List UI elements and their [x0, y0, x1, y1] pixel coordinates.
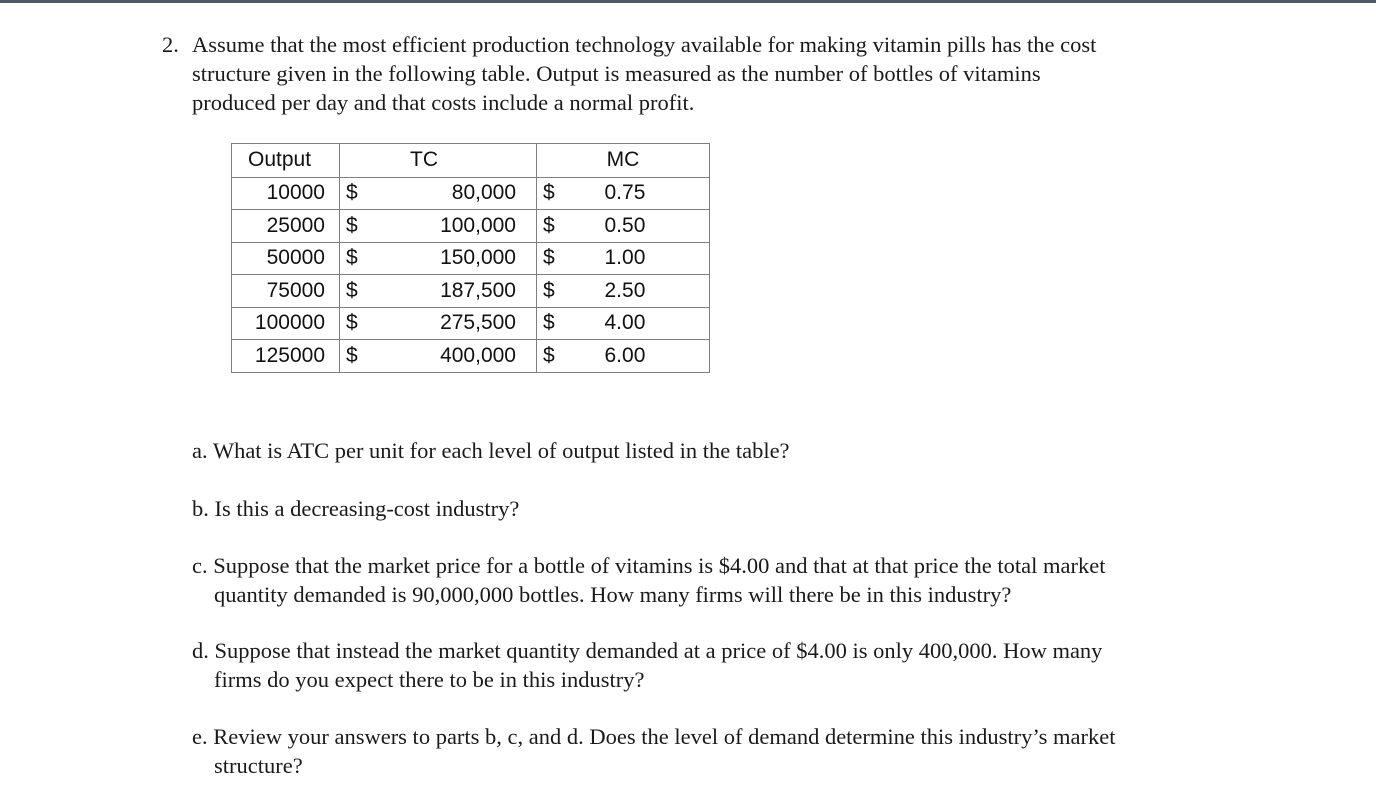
cell-output: 10000 — [232, 177, 340, 210]
cell-output: 25000 — [232, 210, 340, 243]
cell-tc-dollar: $ — [340, 340, 405, 373]
part-e-line-2: structure? — [214, 753, 303, 778]
question-intro-line-1: 2. Assume that the most efficient production technology available for making vitamin pills has the cost — [162, 32, 1097, 57]
part-a — [192, 436, 1252, 465]
cell-mc: 2.50 — [579, 275, 710, 308]
table-row — [232, 307, 710, 340]
part-b — [192, 494, 1252, 523]
part-a-line-1: a. What is ATC per unit for each level of output listed in the table? — [192, 438, 790, 463]
table-row — [232, 242, 710, 275]
question-number: 2. — [162, 32, 179, 57]
cell-tc-dollar: $ — [340, 275, 405, 308]
cell-tc-dollar: $ — [340, 242, 405, 275]
part-c-line-1: c. Suppose that the market price for a bottle of vitamins is $4.00 and that at that price the total market — [192, 553, 1106, 578]
part-d-line-1: d. Suppose that instead the market quantity demanded at a price of $4.00 is only 400,000. How many — [192, 638, 1103, 663]
table-row — [232, 210, 710, 243]
cell-output: 50000 — [232, 242, 340, 275]
part-e-line-1: e. Review your answers to parts b, c, and d. Does the level of demand determine this industry’s market — [192, 724, 1116, 749]
header-output: Output — [232, 144, 340, 178]
cell-mc: 4.00 — [579, 307, 710, 340]
cell-tc-dollar: $ — [340, 210, 405, 243]
cell-tc-dollar: $ — [340, 177, 405, 210]
part-c — [192, 551, 1252, 609]
cell-mc: 0.75 — [579, 177, 710, 210]
cell-mc: 1.00 — [579, 242, 710, 275]
window-top-border — [0, 0, 1376, 3]
cell-output: 125000 — [232, 340, 340, 373]
cost-table — [231, 143, 710, 373]
cell-tc: 150,000 — [405, 242, 537, 275]
part-d — [192, 636, 1252, 694]
cell-tc: 100,000 — [405, 210, 537, 243]
cell-mc: 6.00 — [579, 340, 710, 373]
part-b-line-1: b. Is this a decreasing-cost industry? — [192, 496, 520, 521]
cell-output: 75000 — [232, 275, 340, 308]
table-row — [232, 177, 710, 210]
cell-tc: 187,500 — [405, 275, 537, 308]
table-row — [232, 275, 710, 308]
cell-mc: 0.50 — [579, 210, 710, 243]
part-c-line-2: quantity demanded is 90,000,000 bottles. How many firms will there be in this industry? — [214, 582, 1012, 607]
cell-tc: 400,000 — [405, 340, 537, 373]
question-intro — [162, 30, 1222, 117]
cell-mc-dollar: $ — [537, 242, 579, 275]
cell-mc-dollar: $ — [537, 177, 579, 210]
question-intro-line-3: produced per day and that costs include a normal profit. — [192, 90, 695, 115]
cell-mc-dollar: $ — [537, 307, 579, 340]
header-mc: MC — [537, 144, 710, 178]
table-header-row — [232, 144, 710, 178]
header-tc: TC — [340, 144, 537, 178]
table-row — [232, 340, 710, 373]
cell-mc-dollar: $ — [537, 210, 579, 243]
cell-mc-dollar: $ — [537, 275, 579, 308]
question-intro-line-2: structure given in the following table. Output is measured as the number of bottles of vitamins — [192, 61, 1041, 86]
part-e — [192, 722, 1252, 780]
cell-tc-dollar: $ — [340, 307, 405, 340]
cell-mc-dollar: $ — [537, 340, 579, 373]
part-d-line-2: firms do you expect there to be in this industry? — [214, 667, 645, 692]
cell-tc: 275,500 — [405, 307, 537, 340]
cell-tc: 80,000 — [405, 177, 537, 210]
cell-output: 100000 — [232, 307, 340, 340]
